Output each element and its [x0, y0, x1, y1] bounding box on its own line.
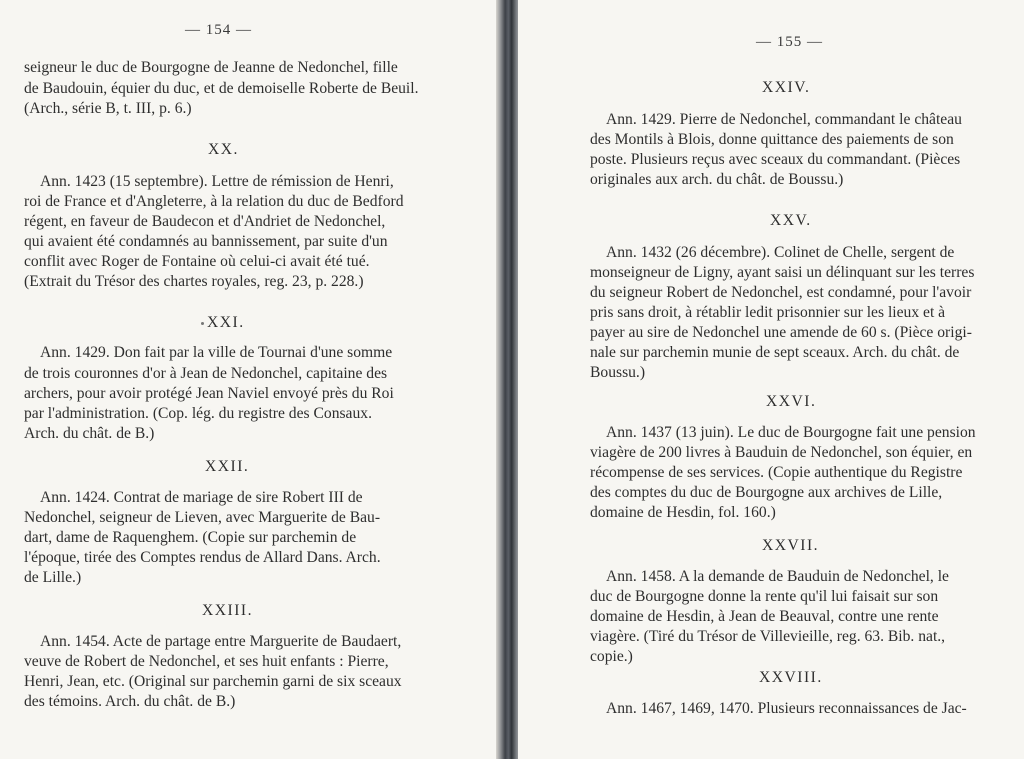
entry-line: régent, en faveur de Baudecon et d'Andriet de Nedonchel, [24, 213, 386, 230]
right-page-number: — 155 — [756, 34, 823, 50]
entry-line: l'époque, tirée des Comptes rendus de Allard Dans. Arch. [24, 549, 381, 566]
entry-line: de Lille.) [24, 569, 82, 586]
entry-line: par l'administration. (Cop. lég. du registre des Consaux. [24, 405, 372, 422]
entry-line: dart, dame de Raquenghem. (Copie sur parchemin de [24, 529, 357, 546]
entry-heading-xxvii: XXVII. [762, 537, 820, 554]
entry-heading-xxv: XXV. [770, 212, 812, 229]
entry-line: Arch. du chât. de B.) [24, 425, 155, 442]
entry-line: roi de France et d'Angleterre, à la relation du duc de Bedford [24, 193, 404, 210]
entry-heading-xxiii: XXIII. [202, 602, 253, 619]
entry-line: Nedonchel, seigneur de Lieven, avec Marguerite de Bau- [24, 509, 381, 526]
entry-line: des comptes du duc de Bourgogne aux archives de Lille, [590, 484, 943, 501]
entry-line: Ann. 1437 (13 juin). Le duc de Bourgogne fait une pension [606, 424, 976, 441]
entry-line: archers, pour avoir protégé Jean Naviel envoyé près du Roi [24, 385, 394, 402]
entry-line: conflit avec Roger de Fontaine où celui-ci avait été tué. [24, 253, 370, 270]
entry-line: de trois couronnes d'or à Jean de Nedonchel, capitaine des [24, 365, 388, 382]
entry-heading-xxiv: XXIV. [762, 79, 811, 96]
entry-line: payer au sire de Nedonchel une amende de 60 s. (Pièce origi- [590, 324, 972, 341]
entry-line: nale sur parchemin munie de sept sceaux. Arch. du chât. de [590, 344, 960, 361]
entry-line: copie.) [590, 648, 633, 665]
entry-line: (Extrait du Trésor des chartes royales, reg. 23, p. 228.) [24, 273, 364, 290]
entry-line: Ann. 1458. A la demande de Bauduin de Nedonchel, le [606, 568, 949, 585]
entry-line: Ann. 1429. Pierre de Nedonchel, commandant le château [606, 111, 962, 128]
intro-line: seigneur le duc de Bourgogne de Jeanne de Nedonchel, fille [24, 59, 398, 76]
left-page [0, 0, 500, 759]
entry-line: monseigneur de Ligny, ayant saisi un délinquant sur les terres [590, 264, 975, 281]
entry-line: Ann. 1424. Contrat de mariage de sire Robert III de [40, 489, 363, 506]
intro-line: (Arch., série B, t. III, p. 6.) [24, 100, 192, 117]
entry-heading-xxviii: XXVIII. [759, 669, 823, 686]
entry-line: viagère. (Tiré du Trésor de Villevieille, reg. 63. Bib. nat., [590, 628, 946, 645]
left-page-number: — 154 — [185, 22, 252, 38]
entry-line: Ann. 1423 (15 septembre). Lettre de rémission de Henri, [40, 173, 394, 190]
entry-heading-xxvi: XXVI. [766, 393, 817, 410]
entry-heading-xx: XX. [208, 141, 239, 158]
entry-line: Ann. 1429. Don fait par la ville de Tournai d'une somme [40, 344, 393, 361]
print-speck [201, 322, 204, 325]
right-page [518, 0, 1024, 759]
entry-line: domaine de Hesdin, fol. 160.) [590, 504, 776, 521]
entry-heading-xxi: XXI. [207, 314, 245, 331]
entry-line: Henri, Jean, etc. (Original sur parchemin garni de six sceaux [24, 673, 402, 690]
entry-line: originales aux arch. du chât. de Boussu.) [590, 171, 844, 188]
entry-line: Ann. 1432 (26 décembre). Colinet de Chelle, sergent de [606, 244, 955, 261]
intro-line: de Baudouin, équier du duc, et de demoiselle Roberte de Beuil. [24, 80, 419, 97]
entry-line: pris sans droit, à rétablir ledit prisonnier sur les lieux et à [590, 304, 946, 321]
entry-line: Ann. 1454. Acte de partage entre Marguerite de Baudaert, [40, 633, 402, 650]
entry-line: domaine de Hesdin, à Jean de Beauval, contre une rente [590, 608, 939, 625]
entry-heading-xxii: XXII. [205, 458, 250, 475]
entry-line: Boussu.) [590, 364, 646, 381]
entry-line: récompense de ses services. (Copie authentique du Registre [590, 464, 963, 481]
entry-line: poste. Plusieurs reçus avec sceaux du commandant. (Pièces [590, 151, 961, 168]
entry-line: qui avaient été condamnés au bannissement, par suite d'un [24, 233, 388, 250]
entry-line: Ann. 1467, 1469, 1470. Plusieurs reconnaissances de Jac- [606, 700, 967, 717]
entry-line: viagère de 200 livres à Bauduin de Nedonchel, son équier, en [590, 444, 973, 461]
entry-line: duc de Bourgogne donne la rente qu'il lui faisait sur son [590, 588, 939, 605]
entry-line: des Montils à Blois, donne quittance des paiements de son [590, 131, 954, 148]
entry-line: du seigneur Robert de Nedonchel, est condamné, pour l'avoir [590, 284, 972, 301]
entry-line: veuve de Robert de Nedonchel, et ses huit enfants : Pierre, [24, 653, 389, 670]
entry-line: des témoins. Arch. du chât. de B.) [24, 693, 236, 710]
